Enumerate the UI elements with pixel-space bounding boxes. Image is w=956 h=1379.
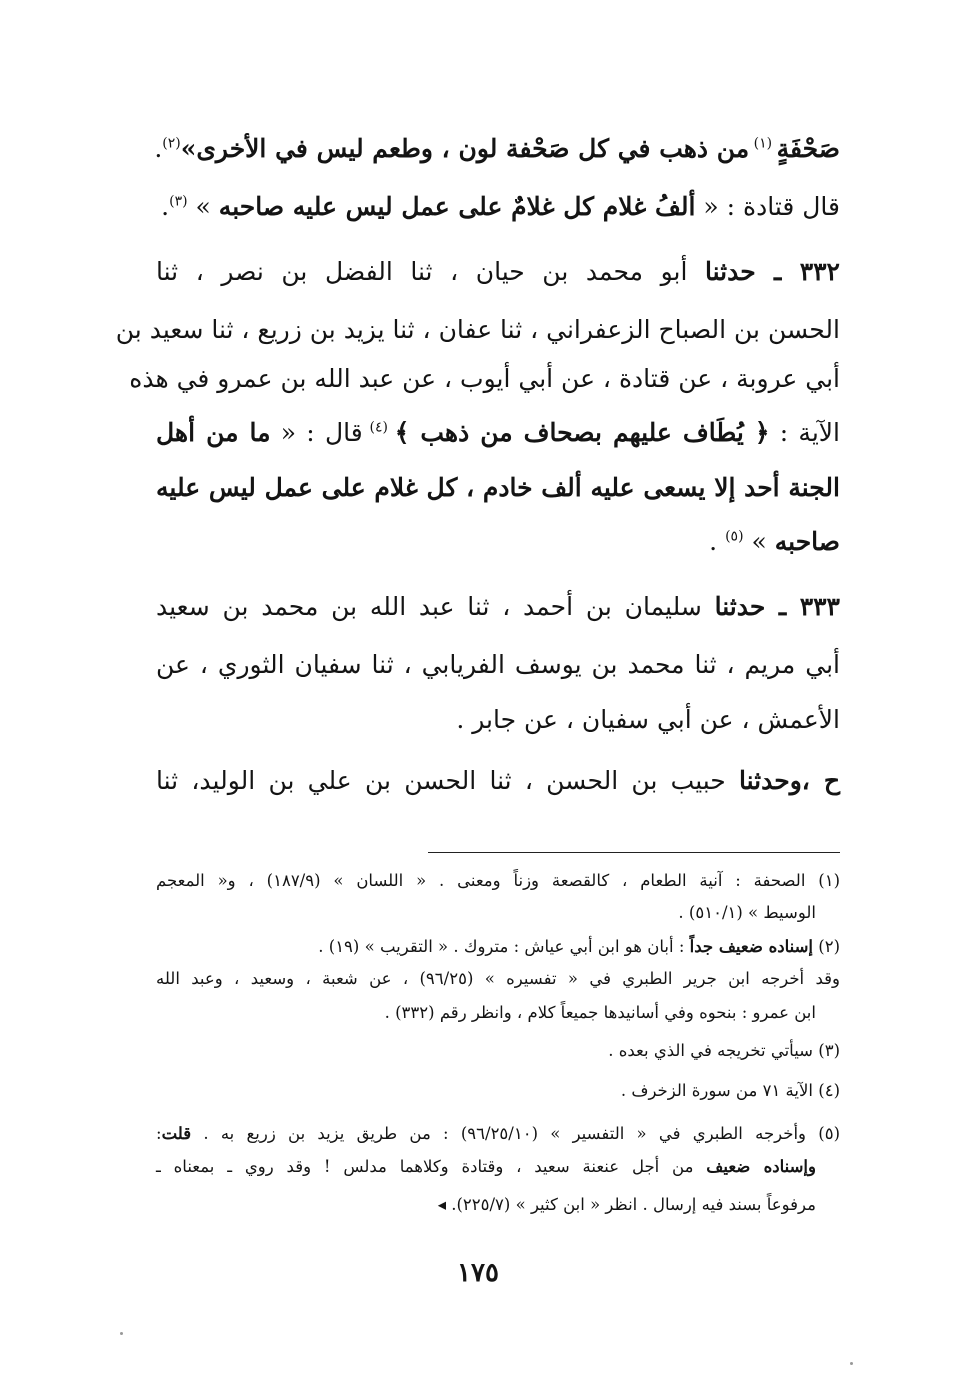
text-run: . xyxy=(154,134,163,163)
text-run: أبو محمد بن حيان ، ثنا الفضل بن نصر ، ثنا xyxy=(156,257,705,286)
text-run: (٥) وأخرجه الطبري في « التفسير » (٩٦/٢٥/١٠) : من طريق يزيد بن زريع به . xyxy=(191,1124,840,1143)
bold-text: ٣٣٣ ـ حدثنا xyxy=(714,592,840,621)
text-run: » xyxy=(743,527,775,556)
text-run: (١) الصحفة : آنية الطعام ، كالقصعة وزناً ومعنى . « اللسان » (١٨٧/٩) ، و« المعجم xyxy=(156,871,840,890)
body-line xyxy=(115,306,840,354)
text-run: » xyxy=(187,192,219,221)
text-run: الآية : xyxy=(769,418,840,447)
bold-text: قلت xyxy=(161,1124,192,1143)
body-line xyxy=(156,641,840,689)
footnote-marker: (٢) xyxy=(162,135,181,152)
footnote-marker: (٥) xyxy=(725,528,744,545)
body-line xyxy=(156,464,840,512)
footnote-marker: (١) xyxy=(749,135,777,152)
footnote-line xyxy=(156,996,816,1030)
bold-text: إسناده ضعيف جداً xyxy=(689,937,813,956)
page-number: ١٧٥ xyxy=(457,1258,499,1288)
footnote-line xyxy=(156,1074,840,1108)
body-line xyxy=(156,757,840,805)
text-run: (٣) سيأتي تخريجه في الذي بعده . xyxy=(608,1041,840,1060)
text-run: مرفوعاً بسند فيه إرسال . انظر « ابن كثير » (٢٢٥/٧). ◂ xyxy=(437,1195,816,1214)
bold-text: ﴿ يُطَاف عليهم بصحاف من ذهب ﴾ xyxy=(394,418,770,447)
bold-text: ٣٣٢ ـ حدثنا xyxy=(704,257,840,286)
text-run: الوسيط » (٥١٠/١) . xyxy=(678,903,816,922)
footnote-marker: (٤) xyxy=(362,419,395,436)
text-run: : أبان هو ابن أبي عياش : متروك . « التقريب » (١٩) . xyxy=(318,937,690,956)
body-line xyxy=(156,248,840,296)
bold-text: ألفُ غلام كل غلامٌ على عمل ليس عليه صاحبه xyxy=(218,192,696,221)
footnote-line xyxy=(156,930,840,964)
body-line xyxy=(129,355,840,403)
text-run: . xyxy=(161,192,170,221)
footnote-line xyxy=(156,864,840,898)
text-run: أبي مريم ، ثنا محمد بن يوسف الفريابي ، ثنا سفيان الثوري ، عن xyxy=(156,650,840,679)
footnote-marker: (٣) xyxy=(169,193,188,210)
text-run: (٢) xyxy=(813,937,840,956)
bold-text: صَحْفَةٍ xyxy=(776,134,840,163)
footnote-separator xyxy=(428,852,840,853)
text-run: الأعمش ، عن أبي سفيان ، عن جابر . xyxy=(456,705,840,734)
text-run: سليمان بن أحمد ، ثنا عبد الله بن محمد بن سعيد xyxy=(156,592,715,621)
footnote-line xyxy=(156,1150,816,1184)
footnote-line xyxy=(156,1117,840,1151)
footnote-line xyxy=(156,896,816,930)
text-run: (٤) الآية ٧١ من سورة الزخرف . xyxy=(620,1081,840,1100)
text-run: من أجل عنعنة سعيد ، وقتادة وكلاهما مدلس ! وقد روي ـ بمعناه ـ xyxy=(156,1157,707,1176)
text-run: : xyxy=(156,1124,162,1143)
body-line xyxy=(156,409,840,457)
bold-text: وإسناده ضعيف xyxy=(706,1157,816,1176)
scan-speck xyxy=(850,1362,853,1365)
body-line xyxy=(156,183,840,231)
text-run: ابن عمرو : بنحوه وفي أسانيدها جميعاً كلام ، وانظر رقم (٣٣٢) . xyxy=(384,1003,816,1022)
bold-text: ح ،وحدثنا xyxy=(739,766,840,795)
bold-text: الجنة أحد إلا يسعى عليه ألف خادم ، كل غلام على عمل ليس عليه xyxy=(156,473,840,502)
footnote-line xyxy=(156,1188,816,1222)
bold-text: صاحبه xyxy=(774,527,840,556)
body-line xyxy=(156,125,840,173)
body-line xyxy=(156,696,840,744)
text-run: قال : « xyxy=(270,418,363,447)
text-run: وقد أخرجه ابن جرير الطبري في « تفسيره » (٩٦/٢٥) ، عن شعبة ، وسعيد ، وعبد الله xyxy=(156,969,840,988)
scan-speck xyxy=(120,1332,123,1335)
body-line xyxy=(156,518,840,566)
bold-text: من ذهب في كل صَحْفة لون ، وطعم ليس في الأخرى» xyxy=(180,134,750,163)
bold-text: ما من أهل xyxy=(156,418,271,447)
text-run: حبيب بن الحسن ، ثنا الحسن بن علي بن الوليد، ثنا xyxy=(156,766,740,795)
text-run: أبي عروبة ، عن قتادة ، عن أبي أيوب ، عن عبد الله بن عمرو في هذه xyxy=(129,364,840,393)
body-line xyxy=(156,583,840,631)
footnote-line xyxy=(156,962,840,996)
footnote-line xyxy=(156,1034,840,1068)
text-run: الحسن بن الصباح الزعفراني ، ثنا عفان ، ثنا يزيد بن زريع ، ثنا سعيد بن xyxy=(115,315,840,344)
text-run: . xyxy=(709,527,726,556)
text-run: قال قتادة : « xyxy=(695,192,840,221)
